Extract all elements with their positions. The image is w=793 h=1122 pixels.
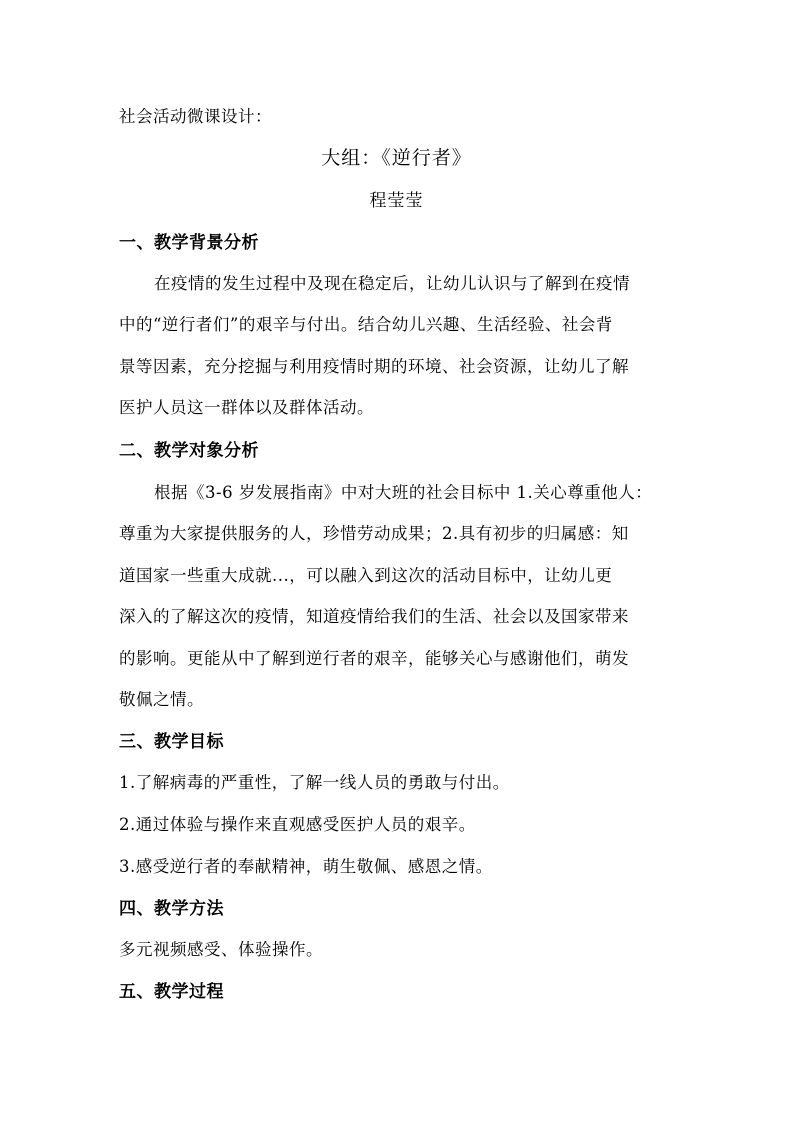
paragraph-line: 多元视频感受、体验操作。	[119, 940, 323, 959]
author-name: 程莹莹	[369, 191, 424, 211]
document-title: 大组：《逆行者》	[321, 147, 472, 169]
paragraph-line: 根据《3-6 岁发展指南》中对大班的社会目标中 1.关心尊重他人：	[154, 483, 653, 502]
intro-label: 社会活动微课设计：	[119, 107, 272, 126]
paragraph-line: 在疫情的发生过程中及现在稳定后，让幼儿认识与了解到在疫情	[154, 274, 630, 293]
section-heading-methods: 四、教学方法	[119, 899, 224, 919]
goal-item: 3.感受逆行者的奉献精神，萌生敬佩、感恩之情。	[119, 857, 493, 876]
paragraph-line: 中的“逆行者们”的艰辛与付出。结合幼儿兴趣、生活经验、社会背	[119, 315, 613, 334]
section-heading-goals: 三、教学目标	[119, 732, 224, 752]
paragraph-line: 医护人员这一群体以及群体活动。	[119, 398, 374, 417]
section-heading-background: 一、教学背景分析	[119, 233, 259, 253]
section-heading-audience: 二、教学对象分析	[119, 441, 259, 461]
paragraph-line: 尊重为大家提供服务的人，珍惜劳动成果；2.具有初步的归属感：知	[119, 524, 629, 543]
paragraph-line: 道国家一些重大成就...，可以融入到这次的活动目标中，让幼儿更	[119, 566, 613, 585]
paragraph-line: 的影响。更能从中了解到逆行者的艰辛，能够关心与感谢他们，萌发	[119, 649, 629, 668]
paragraph-line: 敬佩之情。	[119, 690, 204, 709]
section-heading-process: 五、教学过程	[119, 982, 224, 1002]
paragraph-line: 深入的了解这次的疫情，知道疫情给我们的生活、社会以及国家带来	[119, 607, 629, 626]
paragraph-line: 景等因素，充分挖掘与利用疫情时期的环境、社会资源，让幼儿了解	[119, 357, 629, 376]
goal-item: 1.了解病毒的严重性，了解一线人员的勇敢与付出。	[119, 773, 510, 792]
goal-item: 2.通过体验与操作来直观感受医护人员的艰辛。	[119, 815, 476, 834]
